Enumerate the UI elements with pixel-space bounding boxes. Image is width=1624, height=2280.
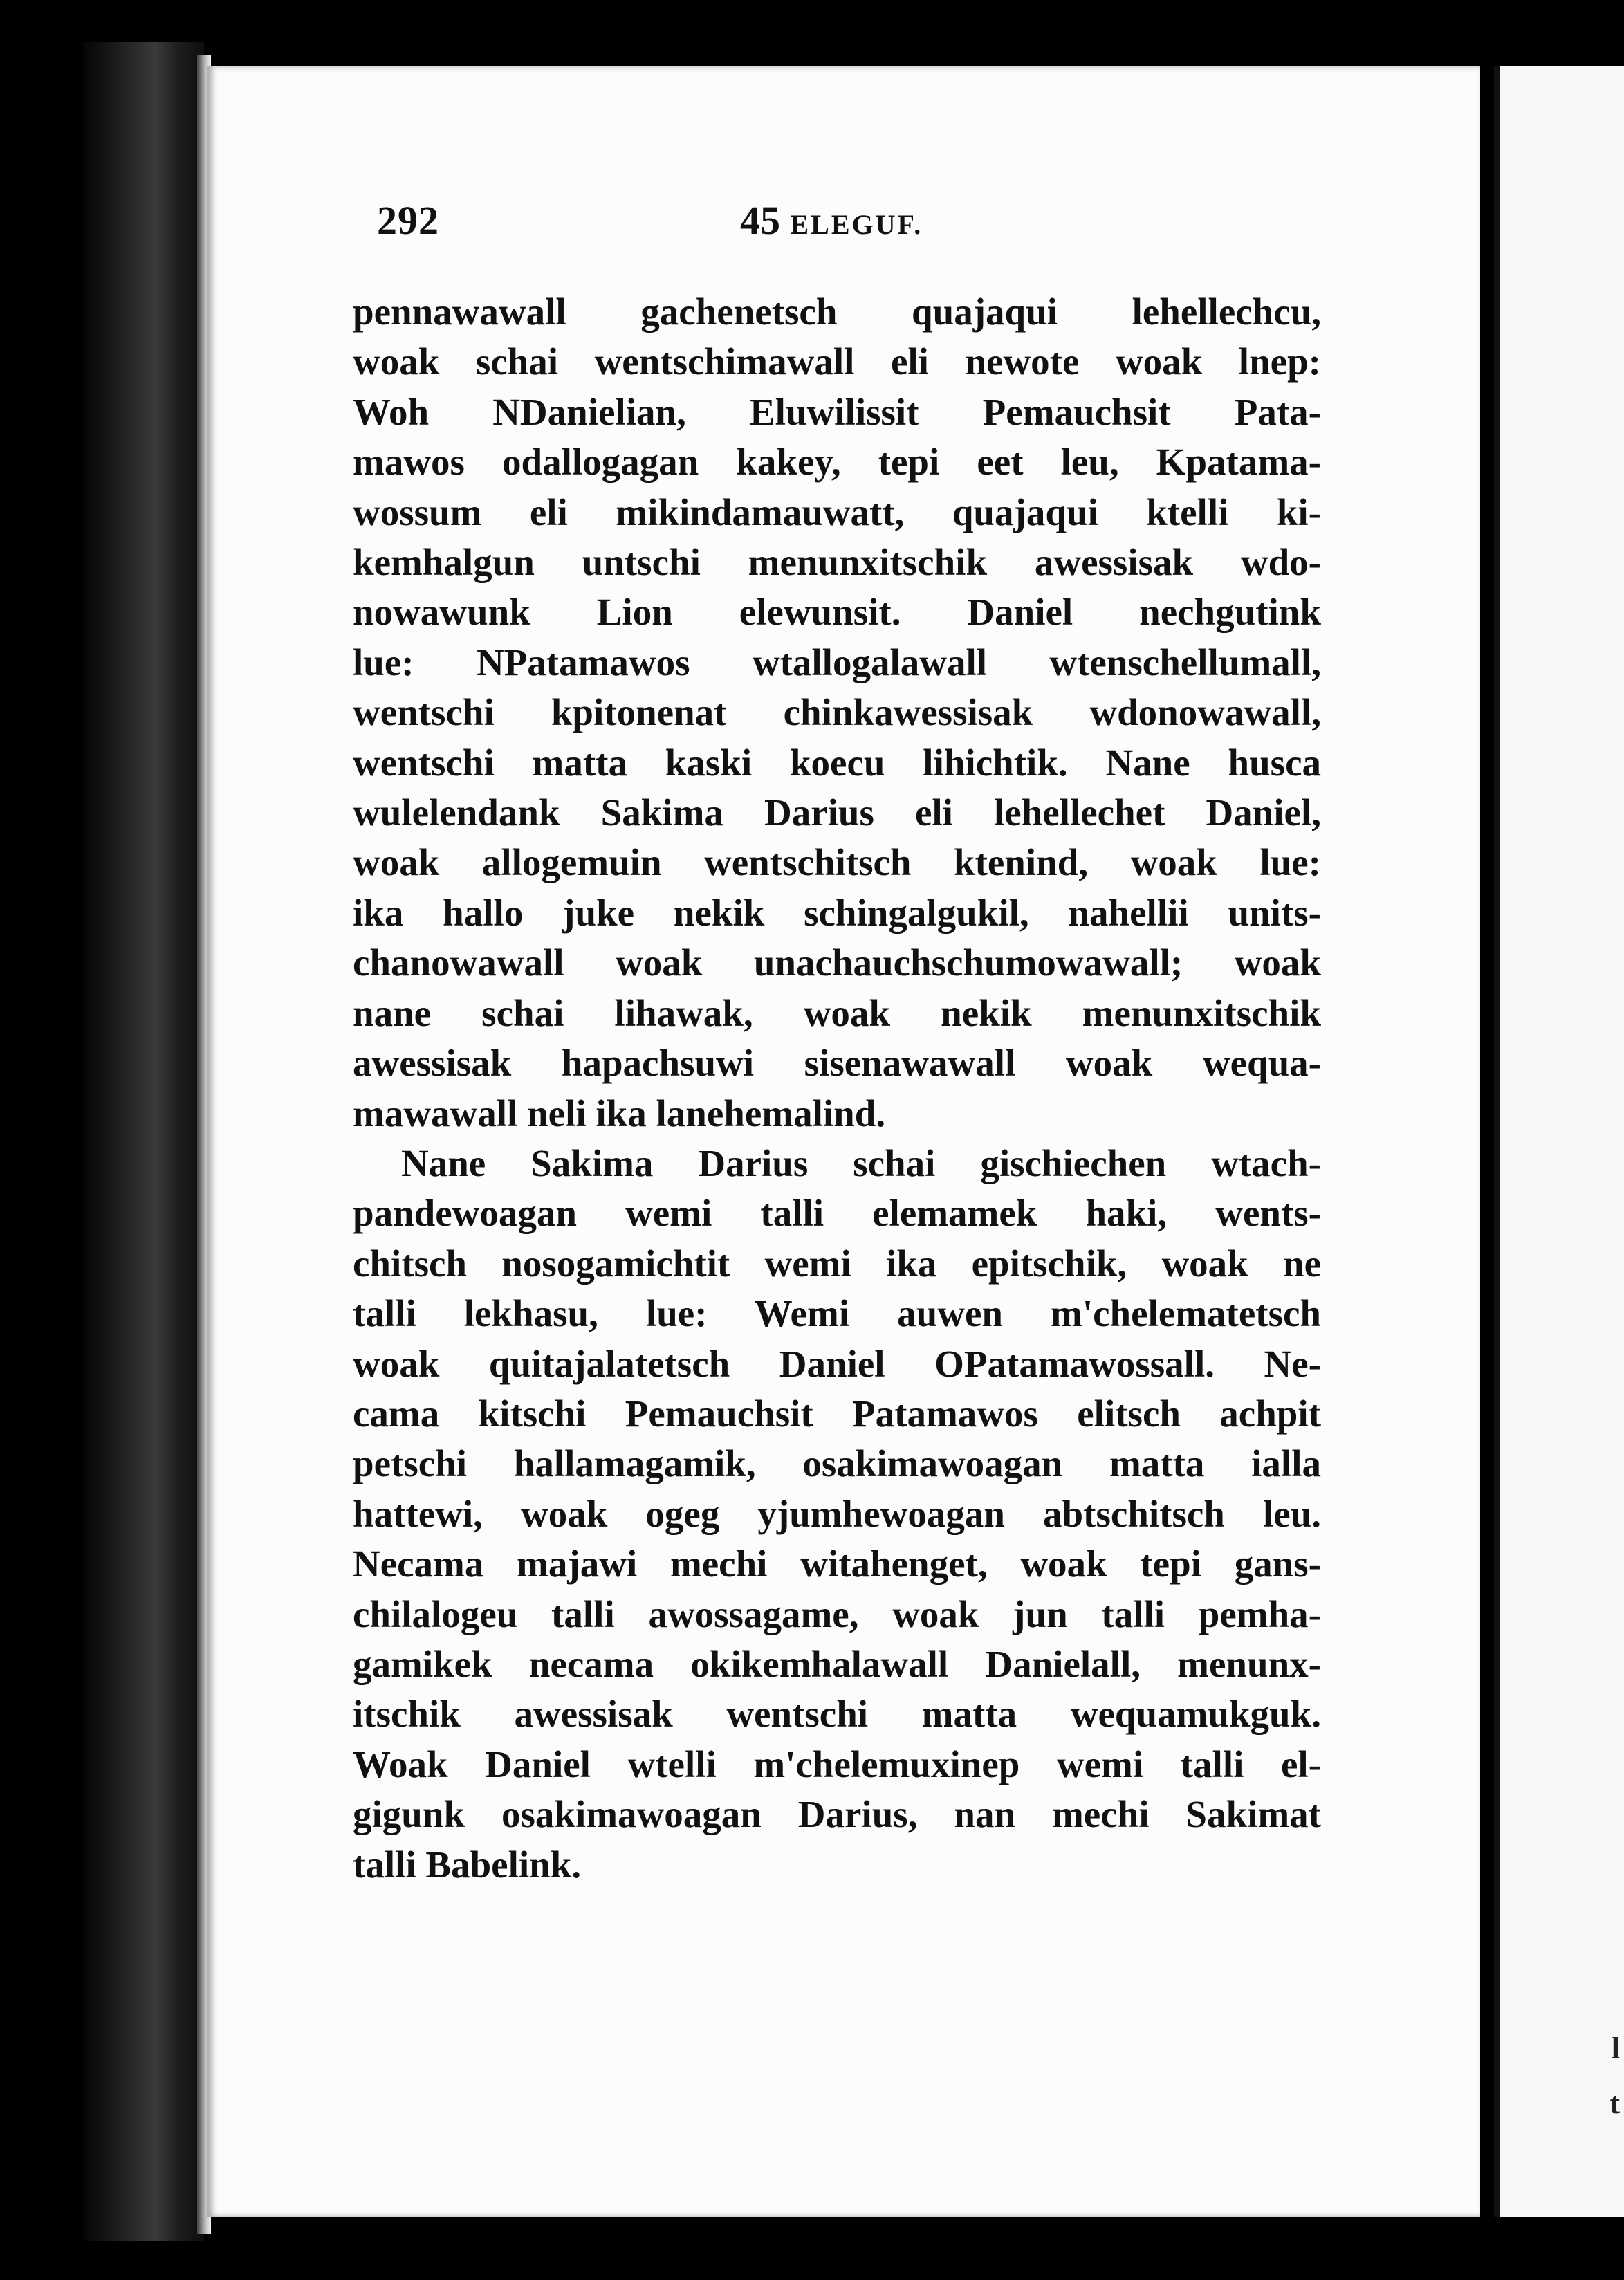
text-line: pandewoagan wemi talli elemamek haki, wents- [353,1192,1321,1235]
text-line: ika hallo juke nekik schingalgukil, nahellii units- [353,891,1321,934]
body-text [353,287,1321,1890]
paragraph-end-line: mawawall neli ika lanehemalind. [353,1092,886,1134]
text-line: nane schai lihawak, woak nekik menunxitschik [353,991,1321,1034]
text-line: kemhalgun untschi menunxitschik awessisak wdo- [353,541,1321,584]
text-line: woak allogemuin wentschitsch ktenind, woak lue: [353,841,1321,884]
text-line: woak schai wentschimawall eli newote woak lnep: [353,340,1321,383]
text-line: awessisak hapachsuwi sisenawawall woak wequa- [353,1042,1321,1085]
margin-fragment: t [1609,2086,1620,2120]
margin-fragment: l [1611,2031,1620,2065]
text-line: lue: NPatamawos wtallogalawall wtenschellumall, [353,641,1321,683]
text-line: chitsch nosogamichtit wemi ika epitschik, woak ne [353,1242,1321,1285]
running-head [740,197,923,243]
text-line: Necama majawi mechi witahenget, woak tepi gans- [353,1543,1321,1585]
text-line: hattewi, woak ogeg yjumhewoagan abtschitsch leu. [353,1492,1321,1535]
adjacent-page-strip [1494,66,1624,2217]
text-line: chilalogeu talli awossagame, woak jun talli pemha- [353,1592,1321,1635]
text-line: petschi hallamagamik, osakimawoagan matta ialla [353,1442,1321,1485]
text-line: cama kitschi Pemauchsit Patamawos elitsch achpit [353,1392,1321,1435]
text-line: itschik awessisak wentschi matta wequamukguk. [353,1693,1321,1736]
text-line: chanowawall woak unachauchschumowawall; woak [353,941,1321,984]
text-line: mawos odallogagan kakey, tepi eet leu, Kpatama- [353,441,1321,484]
running-title: ELEGUF. [790,209,923,240]
text-line: Woak Daniel wtelli m'chelemuxinep wemi talli el- [353,1743,1321,1785]
text-line: wentschi matta kaski koecu lihichtik. Nane husca [353,741,1321,784]
text-line: wossum eli mikindamauwatt, quajaqui ktelli ki- [353,490,1321,533]
paragraph-start-line: Nane Sakima Darius schai gischiechen wtach- [401,1141,1321,1184]
text-line: wentschi kpitonenat chinkawessisak wdonowawall, [353,691,1321,734]
page-number: 292 [377,198,439,243]
text-line: nowawunk Lion elewunsit. Daniel nechgutink [353,591,1321,634]
page-header [377,197,1325,246]
chapter-number: 45 [740,198,780,243]
text-line: woak quitajalatetsch Daniel OPatamawossall. Ne- [353,1342,1321,1385]
text-line: wulelendank Sakima Darius eli lehellechet Daniel, [353,791,1321,834]
text-line: gigunk osakimawoagan Darius, nan mechi Sakimat [353,1793,1321,1836]
text-line: gamikek necama okikemhalawall Danielall, menunx- [353,1642,1321,1685]
text-line: talli lekhasu, lue: Wemi auwen m'chelematetsch [353,1292,1321,1335]
book-spine [83,42,204,2241]
text-line: Woh NDanielian, Eluwilissit Pemauchsit Pata- [353,390,1321,433]
paragraph-end-line: talli Babelink. [353,1843,582,1886]
text-line: pennawawall gachenetsch quajaqui lehellechcu, [353,291,1321,333]
